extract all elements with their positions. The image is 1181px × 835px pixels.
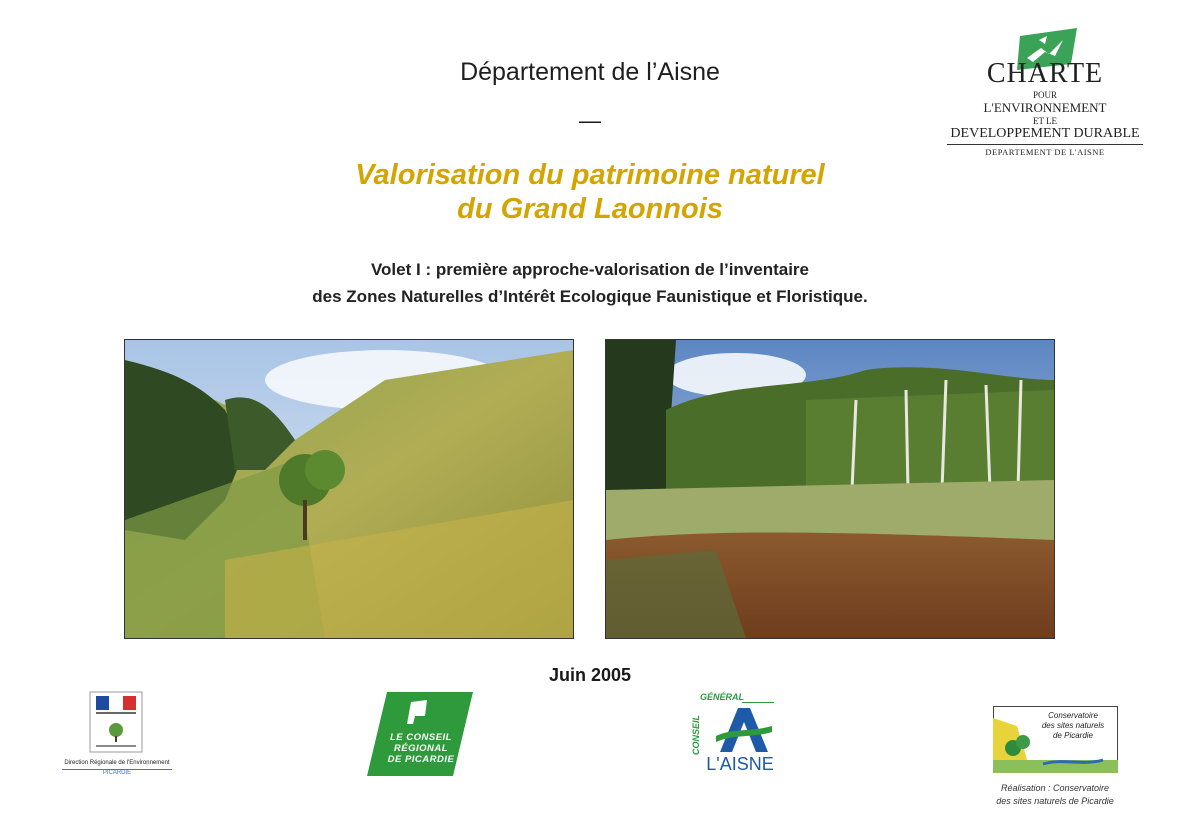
picardie-line2: RÉGIONAL — [393, 743, 449, 754]
aisne-general: GÉNÉRAL — [700, 692, 745, 702]
charte-line-environnement: L'ENVIRONNEMENT — [983, 100, 1107, 115]
aisne-conseil: CONSEIL — [691, 714, 702, 756]
subtitle — [230, 256, 950, 310]
picardie-line3: DE PICARDIE — [387, 754, 455, 765]
conservatoire-sites-naturels-logo — [993, 706, 1118, 773]
diren-line1: Direction Régionale de l'Environnement — [64, 760, 170, 766]
picardie-line1: LE CONSEIL — [389, 732, 452, 743]
main-title-line1: Valorisation du patrimoine naturel — [355, 159, 825, 191]
charte-line-etle: ET LE — [1032, 116, 1058, 126]
charte-word: CHARTE — [986, 58, 1104, 89]
subtitle-line1: Volet I : première approche-valorisation de l’inventaire — [370, 260, 810, 279]
publication-date: Juin 2005 — [548, 665, 632, 685]
charte-divider — [947, 144, 1143, 145]
charte-line-pour: POUR — [1032, 90, 1057, 100]
diren-line2: PICARDIE — [62, 769, 172, 776]
title-separator: — — [579, 108, 601, 133]
main-title-line2: du Grand Laonnois — [457, 193, 723, 225]
charte-environnement-logo — [945, 28, 1145, 163]
credit — [980, 782, 1130, 808]
csnp-line1: Conservatoire — [1048, 711, 1098, 720]
charte-line-developpement: DEVELOPPEMENT DURABLE — [950, 126, 1140, 141]
aisne-a-emblem-icon — [712, 706, 776, 754]
credit-line2: des sites naturels de Picardie — [996, 796, 1114, 806]
csnp-line2: des sites naturels — [1041, 721, 1105, 730]
diren-picardie-logo — [62, 690, 172, 782]
aisne-name: L'AISNE — [706, 754, 774, 774]
charte-line-departement: DEPARTEMENT DE L'AISNE — [985, 147, 1105, 157]
photo-marsh-birch — [605, 339, 1055, 639]
main-title — [260, 158, 920, 226]
csnp-line3: de Picardie — [1052, 731, 1094, 740]
photo-grassy-slope — [124, 339, 574, 639]
department-title: Département de l’Aisne — [460, 58, 720, 86]
tree-icon — [109, 723, 123, 737]
conseil-regional-picardie-logo — [367, 692, 473, 776]
credit-line1: Réalisation : Conservatoire — [1000, 783, 1110, 793]
subtitle-line2: des Zones Naturelles d’Intérêt Ecologique Faunistique et Floristique. — [312, 287, 868, 306]
conseil-general-aisne-logo — [690, 690, 790, 778]
